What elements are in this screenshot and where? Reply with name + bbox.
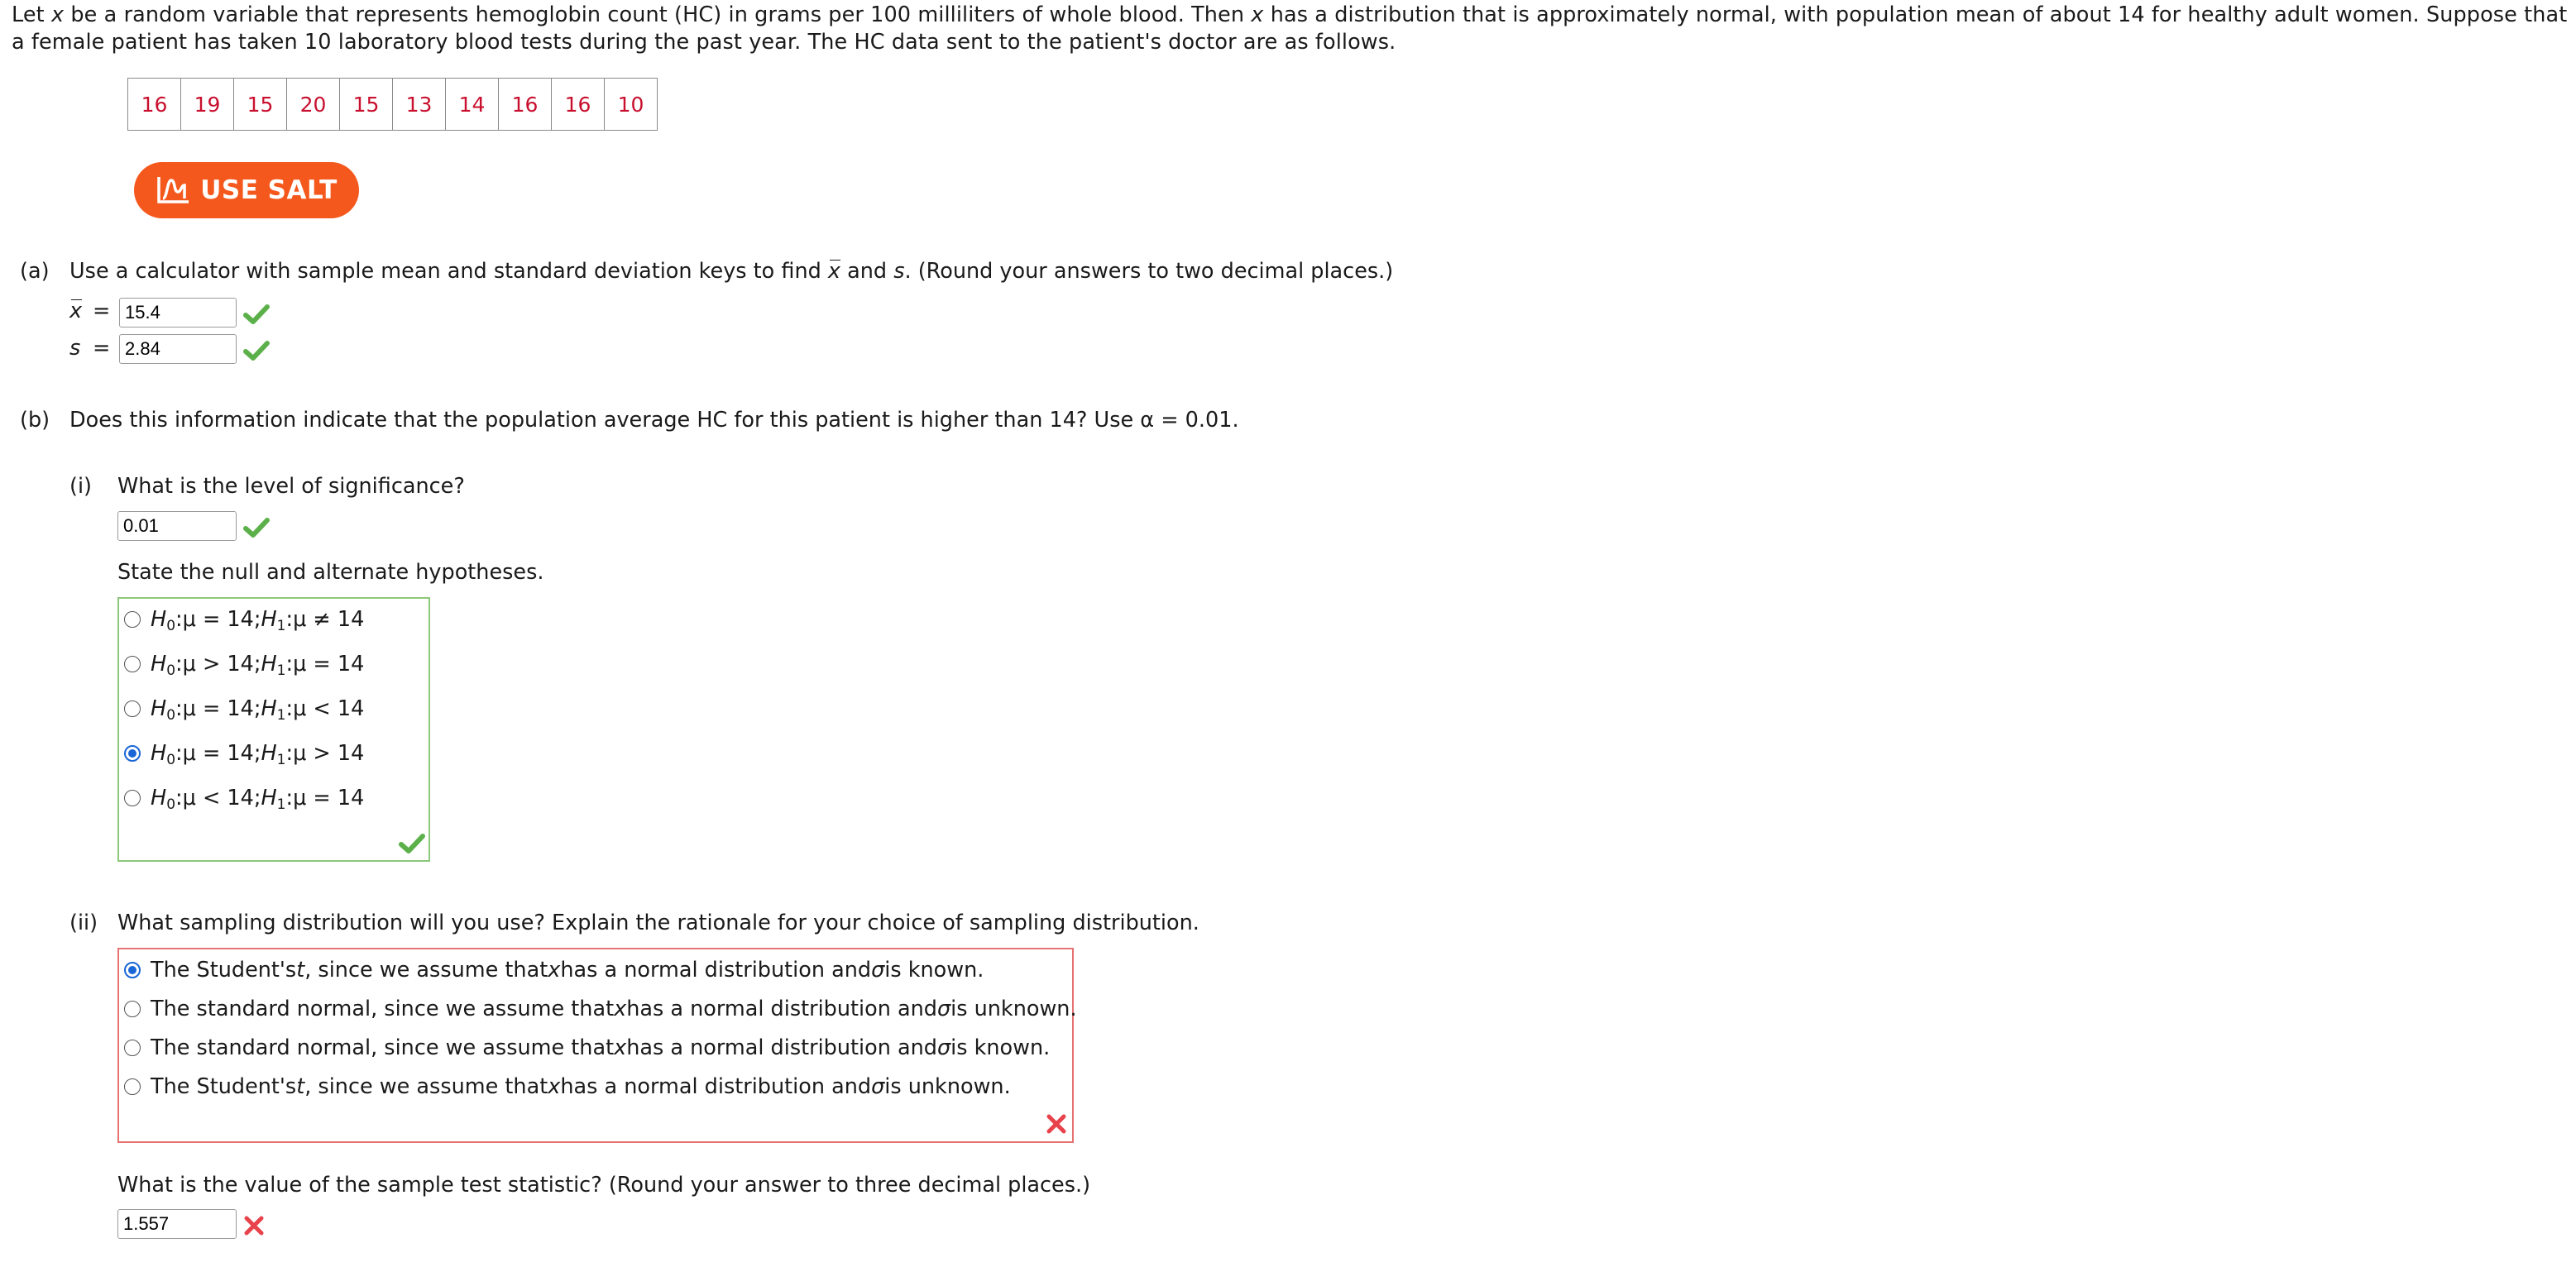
salt-chart-icon — [156, 174, 192, 207]
sampling-option-3[interactable]: The standard normal, since we assume that x has a normal distribution and σ is known. — [124, 1035, 1050, 1060]
use-salt-button[interactable] — [134, 162, 359, 218]
hypothesis-option-3[interactable]: H 0 : μ = 14; H 1 : μ < 14 — [124, 696, 364, 721]
hypotheses-option-group — [117, 597, 430, 862]
test-statistic-input[interactable] — [117, 1209, 237, 1239]
test-statistic-question: What is the value of the sample test statistic? (Round your answer to three decimal places.) — [117, 1173, 1091, 1198]
radio-button-selected[interactable] — [124, 745, 141, 762]
hypotheses-prompt: State the null and alternate hypotheses. — [117, 560, 544, 585]
radio-button[interactable] — [124, 700, 141, 717]
problem-statement: Let x be a random variable that represents hemoglobin count (HC) in grams per 100 milliliters of whole blood. Then x has a distribution that is approximately normal, with population mean of about 14 for healthy adult women. Suppose that a female patient has taken 10 laboratory blood tests during the past year. The HC data sent to the patient's doctor are as follows. — [12, 2, 2568, 55]
radio-button[interactable] — [124, 790, 141, 806]
correct-check-icon — [399, 832, 425, 855]
data-cell: 10 — [605, 79, 658, 131]
s-input[interactable] — [119, 334, 237, 364]
data-cell: 20 — [287, 79, 340, 131]
data-cell: 14 — [446, 79, 499, 131]
radio-button[interactable] — [124, 1001, 141, 1017]
hypothesis-option-1[interactable]: H 0 : μ = 14; H 1 : μ ≠ 14 — [124, 607, 364, 632]
sampling-option-4[interactable]: The Student's t , since we assume that x has a normal distribution and σ is unknown. — [124, 1074, 1011, 1099]
equals-sign: = — [93, 336, 111, 361]
data-cell: 19 — [181, 79, 234, 131]
hypothesis-option-5[interactable]: H 0 : μ < 14; H 1 : μ = 14 — [124, 786, 364, 810]
sampling-option-2[interactable]: The standard normal, since we assume that x has a normal distribution and σ is unknown. — [124, 997, 1077, 1021]
equals-sign: = — [93, 299, 111, 323]
significance-input[interactable] — [117, 511, 237, 541]
incorrect-cross-icon — [243, 1215, 265, 1236]
radio-button[interactable] — [124, 611, 141, 628]
part-bii-tag: (ii) — [69, 911, 98, 935]
data-cell: 16 — [128, 79, 181, 131]
use-salt-label: USE SALT — [200, 175, 338, 205]
sampling-option-1[interactable]: The Student's t , since we assume that x has a normal distribution and σ is known. — [124, 958, 984, 983]
part-a-question: Use a calculator with sample mean and standard deviation keys to find x and s. (Round your answers to two decimal places.) — [69, 259, 1394, 284]
part-a-tag: (a) — [20, 259, 50, 284]
radio-button[interactable] — [124, 656, 141, 672]
part-b-tag: (b) — [20, 408, 50, 433]
data-cell: 16 — [499, 79, 552, 131]
data-cell: 15 — [340, 79, 393, 131]
incorrect-cross-icon — [1046, 1113, 1067, 1135]
hypothesis-option-2[interactable]: H 0 : μ > 14; H 1 : μ = 14 — [124, 652, 364, 677]
xbar-input[interactable] — [119, 298, 237, 328]
part-b-question: Does this information indicate that the population average HC for this patient is higher than 14? Use α = 0.01. — [69, 408, 1239, 433]
correct-check-icon — [243, 303, 270, 326]
data-cell: 16 — [552, 79, 605, 131]
significance-question: What is the level of significance? — [117, 474, 465, 499]
radio-button[interactable] — [124, 1078, 141, 1095]
sampling-distribution-question: What sampling distribution will you use? Explain the rationale for your choice of sampling distribution. — [117, 911, 1199, 935]
data-cell: 15 — [234, 79, 287, 131]
hypothesis-option-4[interactable]: H 0 : μ = 14; H 1 : μ > 14 — [124, 741, 364, 766]
xbar-label: x — [69, 299, 83, 323]
hc-data-table — [127, 78, 658, 131]
radio-button[interactable] — [124, 1040, 141, 1056]
correct-check-icon — [243, 516, 270, 539]
correct-check-icon — [243, 339, 270, 362]
data-cell: 13 — [393, 79, 446, 131]
part-bi-tag: (i) — [69, 474, 92, 499]
radio-button-selected[interactable] — [124, 962, 141, 978]
s-label: s — [69, 336, 81, 361]
